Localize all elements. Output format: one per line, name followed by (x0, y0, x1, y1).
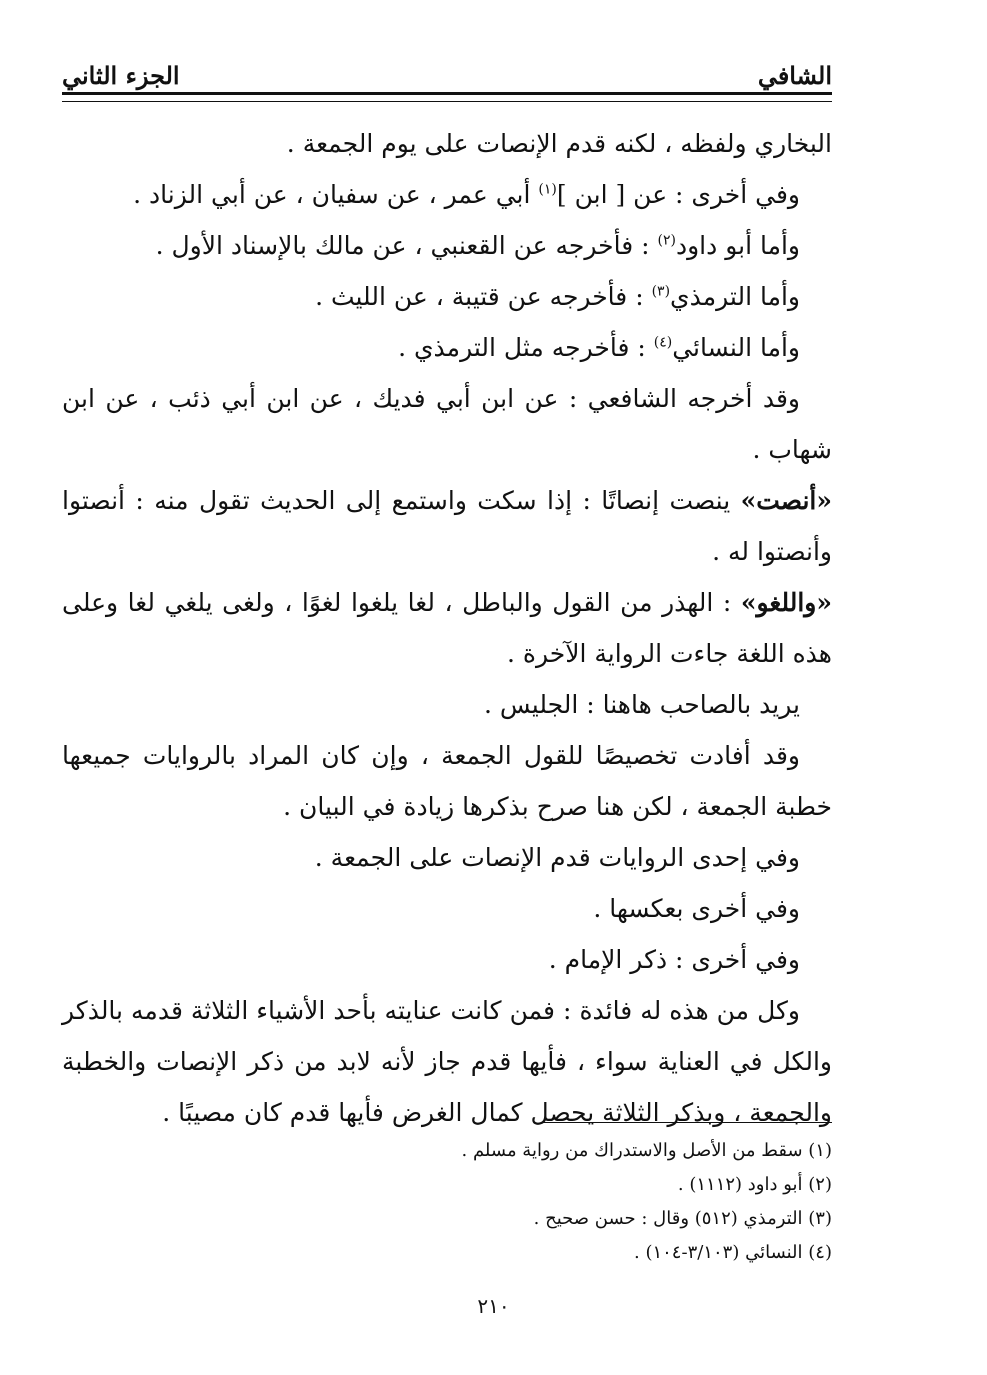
paragraph: وفي أخرى : ذكر الإمام . (548, 945, 800, 974)
defined-term: «أنصت» (740, 486, 832, 515)
footnote: (٣) الترمذي (٥١٢) وقال : حسن صحيح . (533, 1208, 832, 1229)
paragraph: وأما الترمذي$^{(٣)}$ : فأخرجه عن قتيبة ، عن الليث . (315, 282, 800, 311)
defined-term: «واللغو» (740, 588, 832, 617)
running-header (62, 52, 832, 90)
footnotes (62, 1134, 832, 1270)
footnote-ref: (٣) (651, 283, 671, 300)
footnote: (٤) النسائي (٣/١٠٣-١٠٤) . (634, 1242, 832, 1263)
header-book-title: الشافي (757, 61, 832, 90)
footnote-divider (542, 1122, 832, 1123)
paragraph: وأما النسائي$^{(٤)}$ : فأخرجه مثل الترمذي . (398, 333, 800, 362)
footnote-ref: (١) (538, 181, 557, 198)
footnote-ref: (٤) (653, 334, 673, 351)
header-divider (62, 92, 832, 102)
paragraph: وفي أخرى : عن [ ابن ]$^{(١)}$ أبي عمر ، عن سفيان ، عن أبي الزناد . (133, 180, 800, 209)
footnote-ref: (٢) (657, 232, 676, 249)
paragraph: وفي إحدى الروايات قدم الإنصات على الجمعة . (314, 843, 800, 872)
paragraph: يريد بالصاحب هاهنا : الجليس . (484, 690, 800, 719)
paragraph: وكل من هذه له فائدة : فمن كانت عنايته بأحد الأشياء الثلاثة قدمه بالذكر والكل في العناية سواء ، فأيها قدم جاز لأنه لابد من ذكر الإنصات والخطبة والجمعة ، وبذكر الثلاثة يحصل كمال الغرض فأيها قدم كان مصيبًا . (62, 996, 832, 1127)
main-text (62, 118, 832, 1138)
page-number: ٢١٠ (477, 1294, 510, 1318)
paragraph: وفي أخرى بعكسها . (593, 894, 800, 923)
paragraph: «واللغو» : الهذر من القول والباطل ، لغا يلغوا لغوًا ، ولغى يلغي لغا وعلى هذه اللغة جاءت الرواية الآخرة . (62, 588, 832, 668)
paragraph: وأما أبو داود$^{(٢)}$ : فأخرجه عن القعنبي ، عن مالك بالإسناد الأول . (155, 231, 800, 260)
paragraph: البخاري ولفظه ، لكنه قدم الإنصات على يوم الجمعة . (286, 129, 832, 158)
header-volume-label: الجزء الثاني (62, 61, 180, 90)
paragraph: وقد أفادت تخصيصًا للقول الجمعة ، وإن كان المراد بالروايات جميعها خطبة الجمعة ، لكن هنا صرح بذكرها زيادة في البيان . (62, 741, 832, 821)
footnote: (٢) أبو داود (١١١٢) . (677, 1174, 832, 1195)
footnote: (١) سقط من الأصل والاستدراك من رواية مسلم . (461, 1140, 832, 1161)
paragraph: وقد أخرجه الشافعي : عن ابن أبي فديك ، عن ابن أبي ذئب ، عن ابن شهاب . (62, 384, 832, 464)
paragraph: «أنصت» ينصت إنصاتًا : إذا سكت واستمع إلى الحديث تقول منه : أنصتوا وأنصتوا له . (62, 486, 832, 566)
